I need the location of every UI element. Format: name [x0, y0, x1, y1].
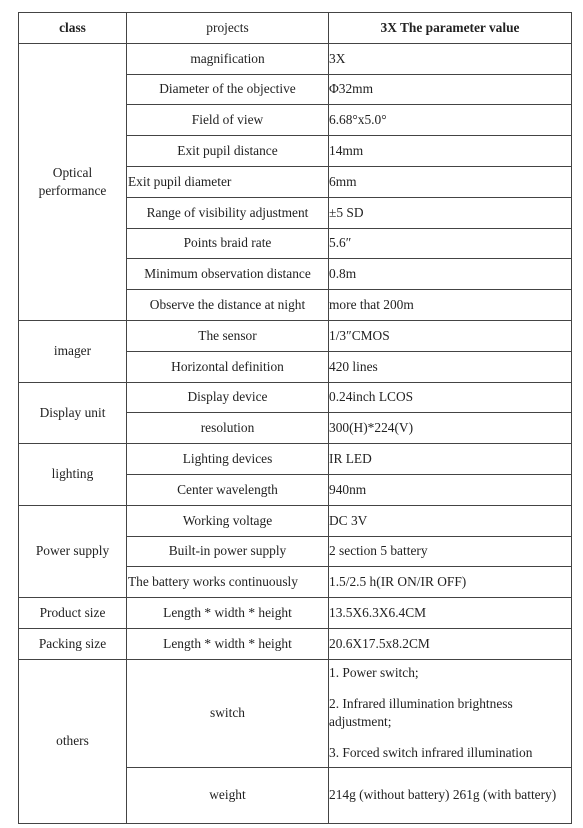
value-cell: DC 3V	[329, 505, 572, 536]
value-cell: 300(H)*224(V)	[329, 413, 572, 444]
project-cell: Lighting devices	[127, 444, 329, 475]
value-cell: IR LED	[329, 444, 572, 475]
value-cell: Φ32mm	[329, 74, 572, 105]
header-class: class	[19, 13, 127, 44]
switch-value-cell	[329, 659, 572, 767]
value-cell: 2 section 5 battery	[329, 536, 572, 567]
group-product-size: Product size	[19, 598, 127, 629]
value-cell: 0.24inch LCOS	[329, 382, 572, 413]
project-cell: Exit pupil distance	[127, 136, 329, 167]
project-cell: Minimum observation distance	[127, 259, 329, 290]
switch-item: 2. Infrared illumination brightness adjustment;	[329, 696, 513, 730]
value-cell: more that 200m	[329, 290, 572, 321]
project-cell: Exit pupil diameter	[127, 166, 329, 197]
project-cell: Center wavelength	[127, 474, 329, 505]
project-cell: The battery works continuously	[127, 567, 329, 598]
value-cell: 0.8m	[329, 259, 572, 290]
table-row	[19, 382, 572, 413]
table-row	[19, 320, 572, 351]
project-cell: Length * width * height	[127, 598, 329, 629]
group-lighting: lighting	[19, 444, 127, 506]
header-projects: projects	[127, 13, 329, 44]
project-cell: Working voltage	[127, 505, 329, 536]
group-optical-performance: Optical performance	[19, 43, 127, 320]
project-cell: The sensor	[127, 320, 329, 351]
specification-table	[18, 12, 572, 824]
project-cell: switch	[127, 659, 329, 767]
value-cell: 214g (without battery) 261g (with battery)	[329, 767, 572, 823]
project-cell: Observe the distance at night	[127, 290, 329, 321]
project-cell: Diameter of the objective	[127, 74, 329, 105]
table-row	[19, 598, 572, 629]
value-cell: 20.6X17.5x8.2CM	[329, 628, 572, 659]
value-cell: 1.5/2.5 h(IR ON/IR OFF)	[329, 567, 572, 598]
switch-item: 3. Forced switch infrared illumination	[329, 745, 533, 761]
table-row	[19, 659, 572, 767]
project-cell: Points braid rate	[127, 228, 329, 259]
value-cell: 14mm	[329, 136, 572, 167]
group-packing-size: Packing size	[19, 628, 127, 659]
value-cell: ±5 SD	[329, 197, 572, 228]
value-cell: 3X	[329, 43, 572, 74]
project-cell: Horizontal definition	[127, 351, 329, 382]
group-power-supply: Power supply	[19, 505, 127, 597]
value-cell: 13.5X6.3X6.4CM	[329, 598, 572, 629]
project-cell: Field of view	[127, 105, 329, 136]
project-cell: Built-in power supply	[127, 536, 329, 567]
group-imager: imager	[19, 320, 127, 382]
value-cell: 6.68°x5.0°	[329, 105, 572, 136]
header-row	[19, 13, 572, 44]
group-others: others	[19, 659, 127, 823]
project-cell: Range of visibility adjustment	[127, 197, 329, 228]
project-cell: magnification	[127, 43, 329, 74]
table-row	[19, 43, 572, 74]
value-cell: 1/3″CMOS	[329, 320, 572, 351]
project-cell: weight	[127, 767, 329, 823]
project-cell: Length * width * height	[127, 628, 329, 659]
header-value: 3X The parameter value	[329, 13, 572, 44]
value-cell: 420 lines	[329, 351, 572, 382]
project-cell: resolution	[127, 413, 329, 444]
table-row	[19, 444, 572, 475]
value-cell: 940nm	[329, 474, 572, 505]
value-cell: 6mm	[329, 166, 572, 197]
table-row	[19, 505, 572, 536]
value-cell: 5.6″	[329, 228, 572, 259]
table-row	[19, 628, 572, 659]
group-display-unit: Display unit	[19, 382, 127, 444]
switch-item: 1. Power switch;	[329, 665, 419, 681]
project-cell: Display device	[127, 382, 329, 413]
